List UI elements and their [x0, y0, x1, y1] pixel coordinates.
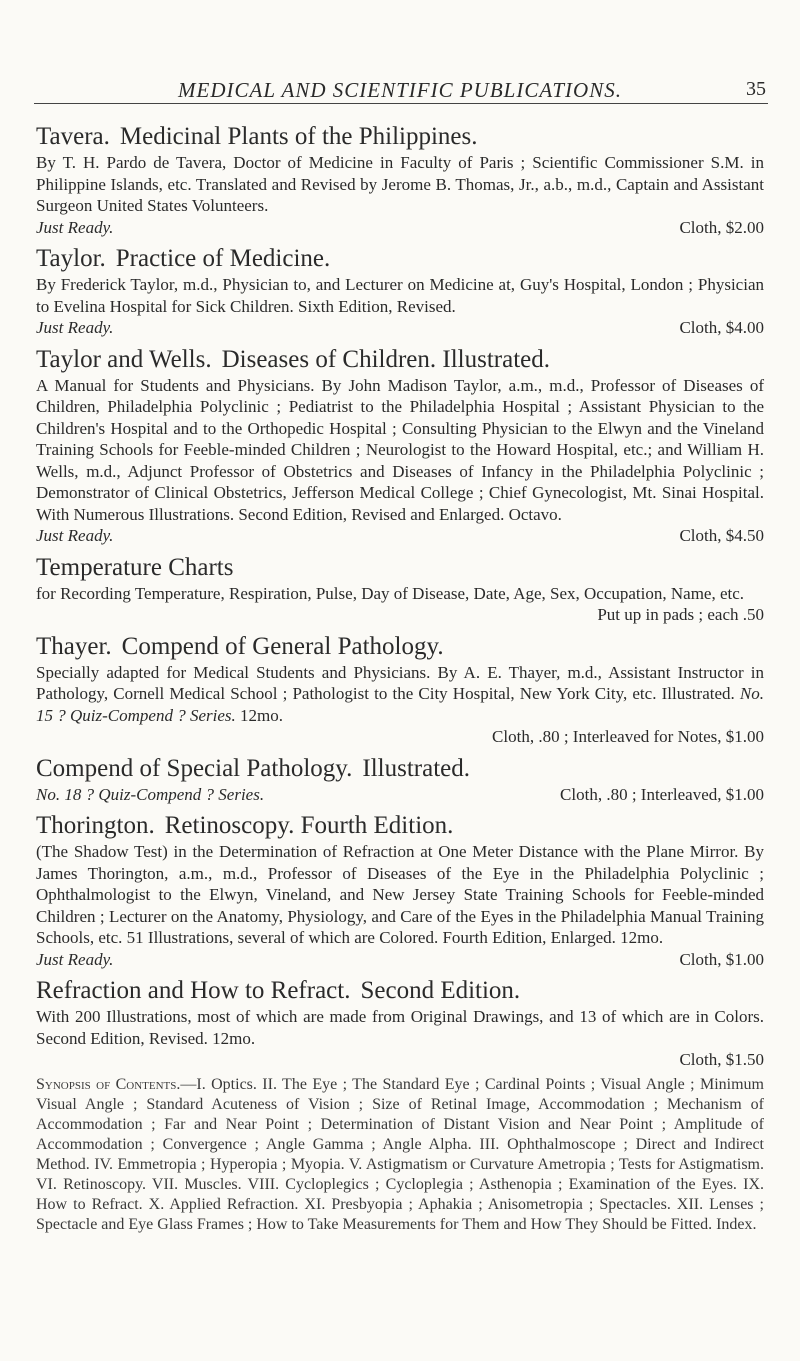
- entry-body-text: (The Shadow Test) in the Determination of Refraction at One Meter Distance with the Plane Mirror. By James Thorington, a.m., m.d., Professor of Diseases of the Eye in the Philadelphia Polyclinic ; Ophthalmologist to the Elwyn, Vineland, and New Jersey State Training Schools for Feeble-minded Children ; Lecturer on the Anatomy, Physiology, and Care of the Eyes in the Philadelphia Manual Training Schools, etc. 51 Illustrations, several of which are Colored. Fourth Edition, Enlarged. 12mo.: [36, 842, 764, 947]
- entry-book-title: Medicinal Plants of the Philippines.: [119, 123, 478, 150]
- entry-description: [36, 583, 764, 605]
- entry-status: Just Ready.: [36, 526, 114, 545]
- entry-description: [36, 375, 764, 526]
- catalog-entry: [36, 345, 764, 547]
- entry-price-line: [36, 217, 764, 239]
- synopsis-text: —I. Optics. II. The Eye ; The Standard Eye ; Cardinal Points ; Visual Angle ; Minimum Visual Angle ; Standard Acuteness of Vision ; Size of Retinal Image, Accommodation ; Mechanism of Accommodation ; Far and Near Point ; Determination of Distant Vision and Near Point ; Amplitude of Accommodation ; Convergence ; Angle Gamma ; Angle Alpha. III. Ophthalmoscope ; Direct and Indirect Method. IV. Emmetropia ; Hyperopia ; Myopia. V. Astigmatism or Curvature Ametropia ; Tests for Astigmatism. VI. Retinoscopy. VII. Muscles. VIII. Cycloplegics ; Cycloplegia ; Asthenopia ; Examination of the Eyes. IX. How to Refract. X. Applied Refraction. XI. Presbyopia ; Aphakia ; Anisometropia ; Spectacles. XII. Lenses ; Spectacle and Eye Glass Frames ; How to Take Measurements for Them and How They Should be Fitted. Index.: [36, 1075, 764, 1233]
- entry-description: [36, 274, 764, 317]
- entry-price-line: [36, 604, 764, 626]
- entry-description: [36, 152, 764, 217]
- entry-author: Taylor.: [36, 245, 106, 272]
- entry-title: [36, 345, 764, 375]
- entry-description: [36, 1006, 764, 1049]
- entry-title: [36, 122, 764, 152]
- entry-author: Tavera.: [36, 123, 110, 150]
- entry-body-text: By T. H. Pardo de Tavera, Doctor of Medicine in Faculty of Paris ; Scientific Commissioner S.M. in Philippine Islands, etc. Translated and Revised by Jerome B. Thomas, Jr., a.b., m.d., Captain and Assistant Surgeon United States Volunteers.: [36, 153, 764, 215]
- entry-description: [36, 662, 764, 727]
- entry-price-line: [36, 784, 764, 806]
- entry-price: Cloth, $4.50: [679, 526, 764, 545]
- entry-title: [36, 244, 764, 274]
- entry-status: Just Ready.: [36, 318, 114, 337]
- entry-price-line: [36, 726, 764, 748]
- catalog-entry: [36, 553, 764, 626]
- catalog-entry: [36, 122, 764, 238]
- entry-title-extra: Second Edition.: [360, 977, 521, 1004]
- entry-body-text: A Manual for Students and Physicians. By John Madison Taylor, a.m., m.d., Professor of Diseases of Children, Philadelphia Polyclinic ; Pediatrist to the Philadelphia Hospital ; Assistant Physician to the Children's Hospital and to the Orthopedic Hospital ; Consulting Physician to the Elwyn and the Vineland Training Schools for Feeble-minded Children ; Neurologist to the Howard Hospital, etc.; and William H. Wells, m.d., Adjunct Professor of Obstetrics and Diseases of Infancy in the Philadelphia Polyclinic ; Demonstrator of Clinical Obstetrics, Jefferson Medical College ; Chief Gynecologist, Mt. Sinai Hospital. With Numerous Illustrations. Second Edition, Revised and Enlarged. Octavo.: [36, 375, 764, 524]
- catalog-entries: [36, 122, 764, 1235]
- entry-price-line: [36, 317, 764, 339]
- header-rule: [34, 103, 768, 104]
- entry-price-line: [36, 949, 764, 971]
- catalog-entry: [36, 811, 764, 970]
- catalog-entry: [36, 754, 764, 806]
- entry-body-text: With 200 Illustrations, most of which are made from Original Drawings, and 13 of which are in Colors. Second Edition, Revised. 12mo.: [36, 1007, 764, 1048]
- entry-title: [36, 553, 764, 583]
- running-title: MEDICAL AND SCIENTIFIC PUBLICATIONS.: [178, 78, 622, 102]
- entry-price: Cloth, $1.50: [679, 1050, 764, 1069]
- entry-series: No. 18 ? Quiz-Compend ? Series.: [36, 784, 265, 804]
- entry-body-text: for Recording Temperature, Respiration, Pulse, Day of Disease, Date, Age, Sex, Occupation, Name, etc.: [36, 583, 745, 603]
- catalog-entry: [36, 632, 764, 748]
- page-number: 35: [746, 78, 766, 100]
- entry-body-text: By Frederick Taylor, m.d., Physician to, and Lecturer on Medicine at, Guy's Hospital, London ; Physician to Evelina Hospital for Sick Children. Sixth Edition, Revised.: [36, 275, 764, 316]
- entry-status: Just Ready.: [36, 949, 114, 969]
- entry-book-title: Practice of Medicine.: [115, 245, 331, 272]
- entry-price: Cloth, .80 ; Interleaved, $1.00: [560, 784, 764, 804]
- entry-price: Cloth, $2.00: [679, 217, 764, 237]
- entry-author: Thayer.: [36, 632, 112, 660]
- entry-book-title: Compend of General Pathology.: [121, 632, 444, 660]
- entry-description: [36, 841, 764, 949]
- entry-body-text: Specially adapted for Medical Students and Physicians. By A. E. Thayer, m.d., Assistant Instructor in Pathology, Cornell Medical School ; Pathologist to the City Hospital, New York City, etc. Illustrated.: [36, 662, 764, 703]
- entry-format: 12mo.: [239, 705, 283, 725]
- entry-title-extra: Illustrated.: [362, 754, 471, 782]
- entry-price: Put up in pads ; each .50: [597, 605, 764, 624]
- entry-series: No. 15 ? Quiz-Compend ? Series.: [36, 684, 765, 725]
- entry-price: Cloth, $4.00: [679, 318, 764, 337]
- entry-book-title: Retinoscopy. Fourth Edition.: [164, 812, 454, 839]
- entry-price-line: [36, 1049, 764, 1071]
- entry-title: [36, 976, 764, 1006]
- entry-book-title: Diseases of Children. Illustrated.: [221, 345, 551, 373]
- synopsis-of-contents: [36, 1075, 764, 1235]
- entry-book-title: Compend of Special Pathology.: [36, 754, 353, 782]
- entry-price: Cloth, $1.00: [679, 949, 764, 969]
- entry-book-title: Temperature Charts: [36, 553, 234, 581]
- entry-title: [36, 754, 764, 784]
- catalog-entry: [36, 976, 764, 1235]
- entry-status: Just Ready.: [36, 217, 114, 237]
- synopsis-label: Synopsis of Contents.: [36, 1075, 181, 1093]
- entry-title: [36, 811, 764, 841]
- entry-price: Cloth, .80 ; Interleaved for Notes, $1.00: [492, 727, 764, 746]
- entry-title: [36, 632, 764, 662]
- entry-book-title: Refraction and How to Refract.: [36, 977, 351, 1004]
- entry-author: Taylor and Wells.: [36, 345, 212, 373]
- entry-author: Thorington.: [36, 812, 155, 839]
- catalog-entry: [36, 244, 764, 339]
- entry-price-line: [36, 525, 764, 547]
